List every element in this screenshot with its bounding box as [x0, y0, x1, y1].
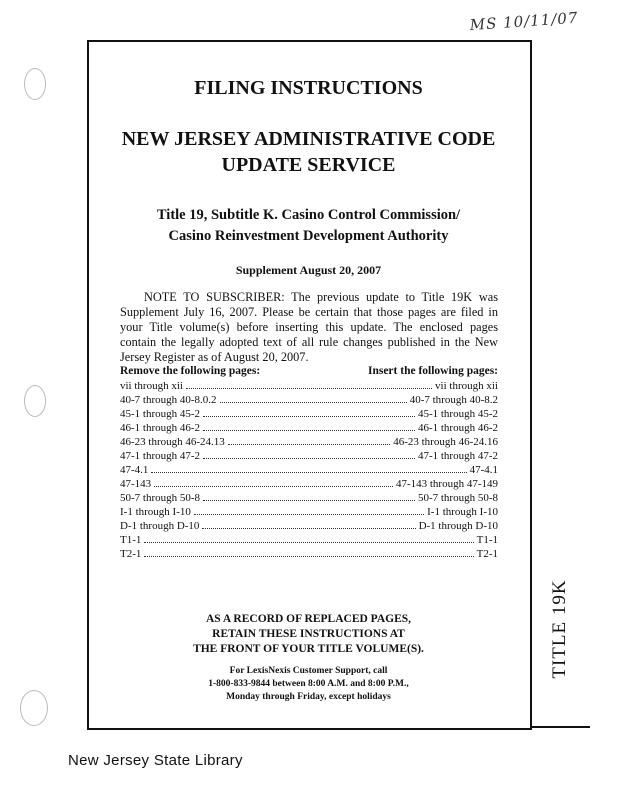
remove-pages-cell: 47-143 [120, 478, 152, 490]
insert-pages-cell: T1-1 [476, 534, 498, 546]
table-row [120, 421, 498, 435]
insert-pages-cell: 46-1 through 46-2 [417, 422, 498, 434]
dot-leader [203, 449, 415, 459]
insert-pages-cell: 47-4.1 [469, 464, 498, 476]
remove-pages-cell: T2-1 [120, 548, 142, 560]
remove-pages-cell: 47-1 through 47-2 [120, 450, 201, 462]
supplement-date: Supplement August 20, 2007 [235, 263, 382, 277]
dot-leader [203, 407, 415, 417]
subtitle-line1: Title 19, Subtitle K. Casino Control Commission/ [156, 207, 461, 223]
record-instructions [87, 612, 530, 657]
insert-pages-cell: 47-1 through 47-2 [417, 450, 498, 462]
table-row [120, 519, 498, 533]
table-row [120, 505, 498, 519]
remove-pages-cell: 40-7 through 40-8.0.2 [120, 394, 217, 406]
remove-pages-cell: 50-7 through 50-8 [120, 492, 201, 504]
table-row [120, 379, 498, 393]
subtitle [87, 205, 530, 247]
code-title [87, 126, 530, 178]
record-line2: RETAIN THESE INSTRUCTIONS AT [212, 628, 405, 640]
spine-title-label: TITLE 19K [549, 579, 570, 679]
table-row [120, 435, 498, 449]
remove-pages-cell: vii through xii [120, 380, 183, 392]
table-row [120, 407, 498, 421]
insert-header: Insert the following pages: [367, 365, 498, 377]
remove-pages-cell: 46-1 through 46-2 [120, 422, 201, 434]
record-line1: AS A RECORD OF REPLACED PAGES, [205, 613, 412, 625]
dot-leader [203, 491, 415, 501]
support-line3: Monday through Friday, except holidays [226, 692, 391, 702]
dot-leader [194, 505, 424, 515]
spine-border [530, 40, 532, 730]
table-row [120, 393, 498, 407]
remove-header: Remove the following pages: [120, 365, 261, 377]
dot-leader [151, 463, 466, 473]
table-row [120, 491, 498, 505]
table-row [120, 477, 498, 491]
insert-pages-cell: 46-23 through 46-24.16 [393, 436, 498, 448]
dot-leader [220, 393, 407, 403]
remove-pages-cell: D-1 through D-10 [120, 520, 200, 532]
code-title-line2: UPDATE SERVICE [221, 154, 396, 176]
library-stamp: New Jersey State Library [68, 752, 243, 769]
punch-hole-top [24, 68, 46, 100]
page-replacement-table [120, 365, 498, 561]
tab-border [530, 726, 590, 728]
table-header [120, 365, 498, 379]
remove-pages-cell: 45-1 through 45-2 [120, 408, 201, 420]
insert-pages-cell: 40-7 through 40-8.2 [409, 394, 498, 406]
customer-support-info [87, 665, 530, 704]
table-row [120, 463, 498, 477]
support-line2: 1-800-833-9844 between 8:00 A.M. and 8:00 P.M., [208, 679, 409, 689]
remove-pages-cell: 47-4.1 [120, 464, 149, 476]
dot-leader [202, 519, 415, 529]
insert-pages-cell: 47-143 through 47-149 [395, 478, 498, 490]
dot-leader [228, 435, 390, 445]
dot-leader [186, 379, 432, 389]
table-row [120, 533, 498, 547]
dot-leader [144, 547, 473, 557]
subtitle-line2: Casino Reinvestment Development Authority [168, 228, 449, 244]
code-title-line1: NEW JERSEY ADMINISTRATIVE CODE [121, 128, 496, 150]
remove-pages-cell: I-1 through I-10 [120, 506, 191, 518]
dot-leader [203, 421, 415, 431]
insert-pages-cell: vii through xii [435, 380, 498, 392]
insert-pages-cell: D-1 through D-10 [418, 520, 498, 532]
insert-pages-cell: 45-1 through 45-2 [417, 408, 498, 420]
subscriber-note-text: NOTE TO SUBSCRIBER: The previous update to Title 19K was Supplement July 16, 2007. Please be certain that those pages are filed in your Title volume(s) before inserting this update. The enclosed pages contain the legally adopted text of all rule changes published in the New Jersey Register as of August 20, 2007. [120, 290, 498, 364]
remove-pages-cell: T1-1 [120, 534, 142, 546]
table-row [120, 449, 498, 463]
dot-leader [144, 533, 473, 543]
remove-pages-cell: 46-23 through 46-24.13 [120, 436, 225, 448]
table-rows [120, 379, 498, 561]
insert-pages-cell: T2-1 [476, 548, 498, 560]
punch-hole-bottom [20, 690, 48, 726]
page-title: FILING INSTRUCTIONS [194, 77, 423, 99]
subscriber-note [120, 290, 498, 365]
handwritten-initials-date: MS 10/11/07 [469, 8, 579, 35]
punch-hole-middle [24, 385, 46, 417]
insert-pages-cell: I-1 through I-10 [427, 506, 498, 518]
insert-pages-cell: 50-7 through 50-8 [417, 492, 498, 504]
support-line1: For LexisNexis Customer Support, call [229, 666, 388, 676]
table-row [120, 547, 498, 561]
record-line3: THE FRONT OF YOUR TITLE VOLUME(S). [193, 643, 424, 655]
dot-leader [154, 477, 393, 487]
